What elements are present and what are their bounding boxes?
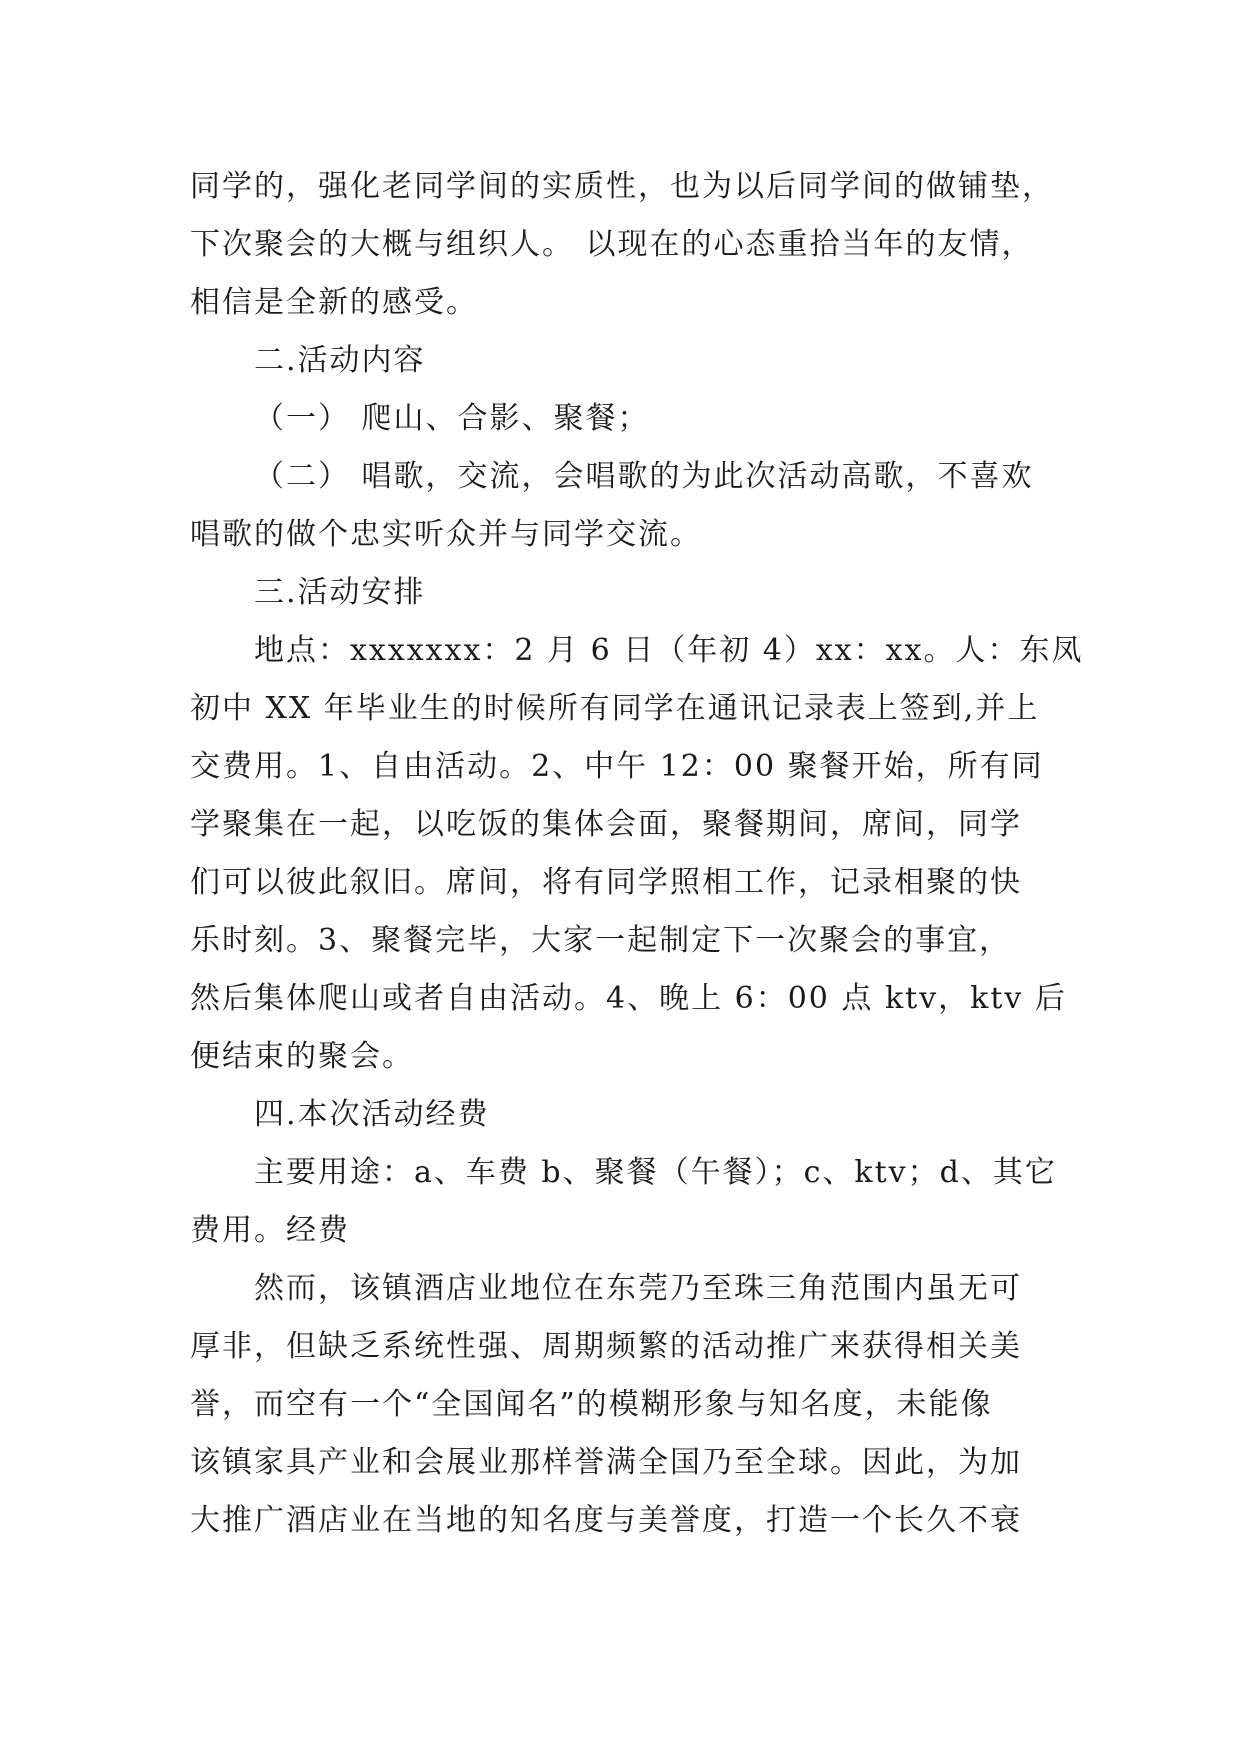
text-line: 厚非，但缺乏系统性强、周期频繁的活动推广来获得相关美: [190, 1329, 1022, 1364]
text-line: 便结束的聚会。: [190, 1039, 414, 1074]
text-line: 然而，该镇酒店业地位在东莞乃至珠三角范围内虽无可: [254, 1271, 1022, 1306]
text-line: （一） 爬山、合影、聚餐；: [254, 401, 650, 436]
text-line: 相信是全新的感受。: [190, 285, 478, 320]
text-line: 下次聚会的大概与组织人。 以现在的心态重拾当年的友情，: [190, 227, 1034, 262]
text-line: 交费用。1、自由活动。2、中午 12：00 聚餐开始，所有同: [190, 749, 1044, 784]
text-line: 大推广酒店业在当地的知名度与美誉度，打造一个长久不衰: [190, 1503, 1022, 1538]
document-page: [190, 158, 1084, 1550]
text-line: 然后集体爬山或者自由活动。4、晚上 6：00 点 ktv，ktv 后: [190, 981, 1067, 1016]
text-line: 同学的，强化老同学间的实质性，也为以后同学间的做铺垫，: [190, 169, 1054, 204]
text-line: 地点：xxxxxxx：2 月 6 日（年初 4）xx：xx。人：东凤: [254, 633, 1084, 668]
text-line: 乐时刻。3、聚餐完毕，大家一起制定下一次聚会的事宜，: [190, 923, 1012, 958]
text-line: 誉，而空有一个“全国闻名”的模糊形象与知名度，未能像: [190, 1387, 993, 1422]
text-line: 初中 XX 年毕业生的时候所有同学在通讯记录表上签到,并上: [190, 691, 1040, 726]
text-line: 费用。经费: [190, 1213, 350, 1248]
text-line: 主要用途：a、车费 b、聚餐（午餐）；c、ktv；d、其它: [254, 1155, 1057, 1190]
text-line: 们可以彼此叙旧。席间，将有同学照相工作，记录相聚的快: [190, 865, 1022, 900]
text-line: 该镇家具产业和会展业那样誉满全国乃至全球。因此，为加: [190, 1445, 1022, 1480]
section-heading: 三.活动安排: [254, 575, 426, 610]
text-line: （二） 唱歌，交流，会唱歌的为此次活动高歌，不喜欢: [254, 459, 1034, 494]
section-heading: 二.活动内容: [254, 343, 426, 378]
text-line: 唱歌的做个忠实听众并与同学交流。: [190, 517, 702, 552]
text-line: 学聚集在一起，以吃饭的集体会面，聚餐期间，席间，同学: [190, 807, 1022, 842]
section-heading: 四.本次活动经费: [254, 1097, 490, 1132]
